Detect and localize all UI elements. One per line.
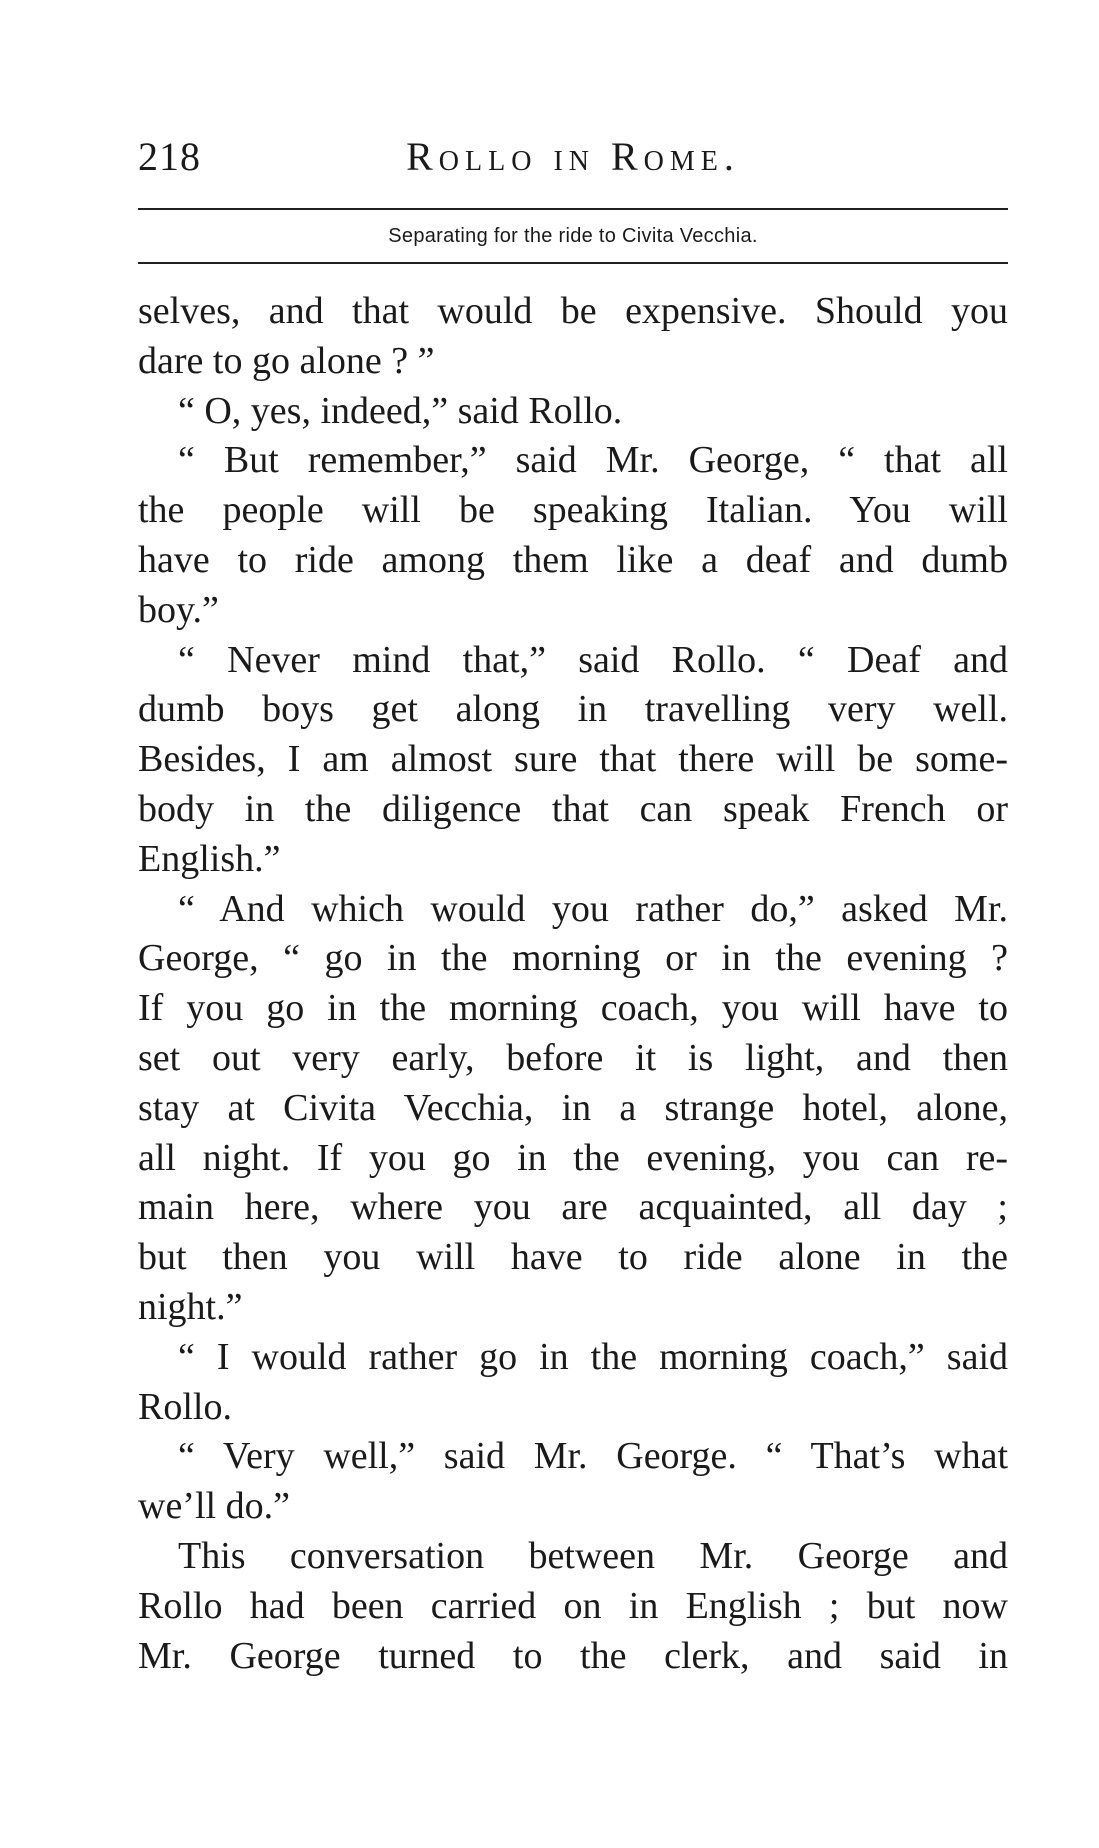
text-line: English.” — [138, 837, 281, 880]
running-title: Rollo in Rome. — [406, 134, 740, 179]
text-line: Rollo. — [138, 1385, 232, 1428]
text-line: we’ll do.” — [138, 1485, 290, 1528]
text-line: stay at Civita Vecchia, in a strange hotel, alone, — [138, 1086, 1008, 1129]
text-line: “ O, yes, indeed,” said Rollo. — [178, 389, 623, 432]
text-line: dare to go alone ? ” — [138, 339, 435, 382]
body-text — [138, 287, 1008, 1681]
text-line: boy.” — [138, 588, 219, 631]
text-line: body in the diligence that can speak French or — [138, 787, 1008, 830]
text-line: main here, where you are acquainted, all day ; — [138, 1186, 1008, 1229]
page-header — [138, 132, 1008, 182]
text-line: Rollo had been carried on in English ; but now — [138, 1584, 1008, 1627]
text-line: Besides, I am almost sure that there will be some- — [138, 738, 1008, 781]
text-line: have to ride among them like a deaf and dumb — [138, 538, 1008, 581]
text-line: set out very early, before it is light, and then — [138, 1036, 1008, 1079]
text-line: night.” — [138, 1285, 243, 1328]
text-line: selves, and that would be expensive. Should you — [138, 290, 1008, 332]
text-line: “ Never mind that,” said Rollo. “ Deaf and — [178, 638, 1008, 681]
section-subheading: Separating for the ride to Civita Vecchia. — [388, 225, 758, 247]
text-line: “ Very well,” said Mr. George. “ That’s what — [178, 1435, 1008, 1478]
text-line: If you go in the morning coach, you will have to — [138, 987, 1008, 1030]
text-line: “ And which would you rather do,” asked Mr. — [178, 887, 1008, 930]
header-rule-top — [138, 208, 1008, 210]
text-line: “ But remember,” said Mr. George, “ that all — [178, 439, 1008, 482]
text-line: “ I would rather go in the morning coach,” said — [178, 1335, 1008, 1378]
text-line: but then you will have to ride alone in the — [138, 1236, 1008, 1279]
text-line: Mr. George turned to the clerk, and said in — [138, 1634, 1008, 1677]
page-number: 218 — [138, 134, 201, 179]
header-rule-bottom — [138, 262, 1008, 264]
text-line: George, “ go in the morning or in the evening ? — [138, 937, 1008, 980]
text-line: the people will be speaking Italian. You will — [138, 489, 1008, 532]
text-line: dumb boys get along in travelling very well. — [138, 688, 1008, 731]
text-line: all night. If you go in the evening, you can re- — [138, 1136, 1008, 1179]
text-line: This conversation between Mr. George and — [178, 1534, 1008, 1577]
